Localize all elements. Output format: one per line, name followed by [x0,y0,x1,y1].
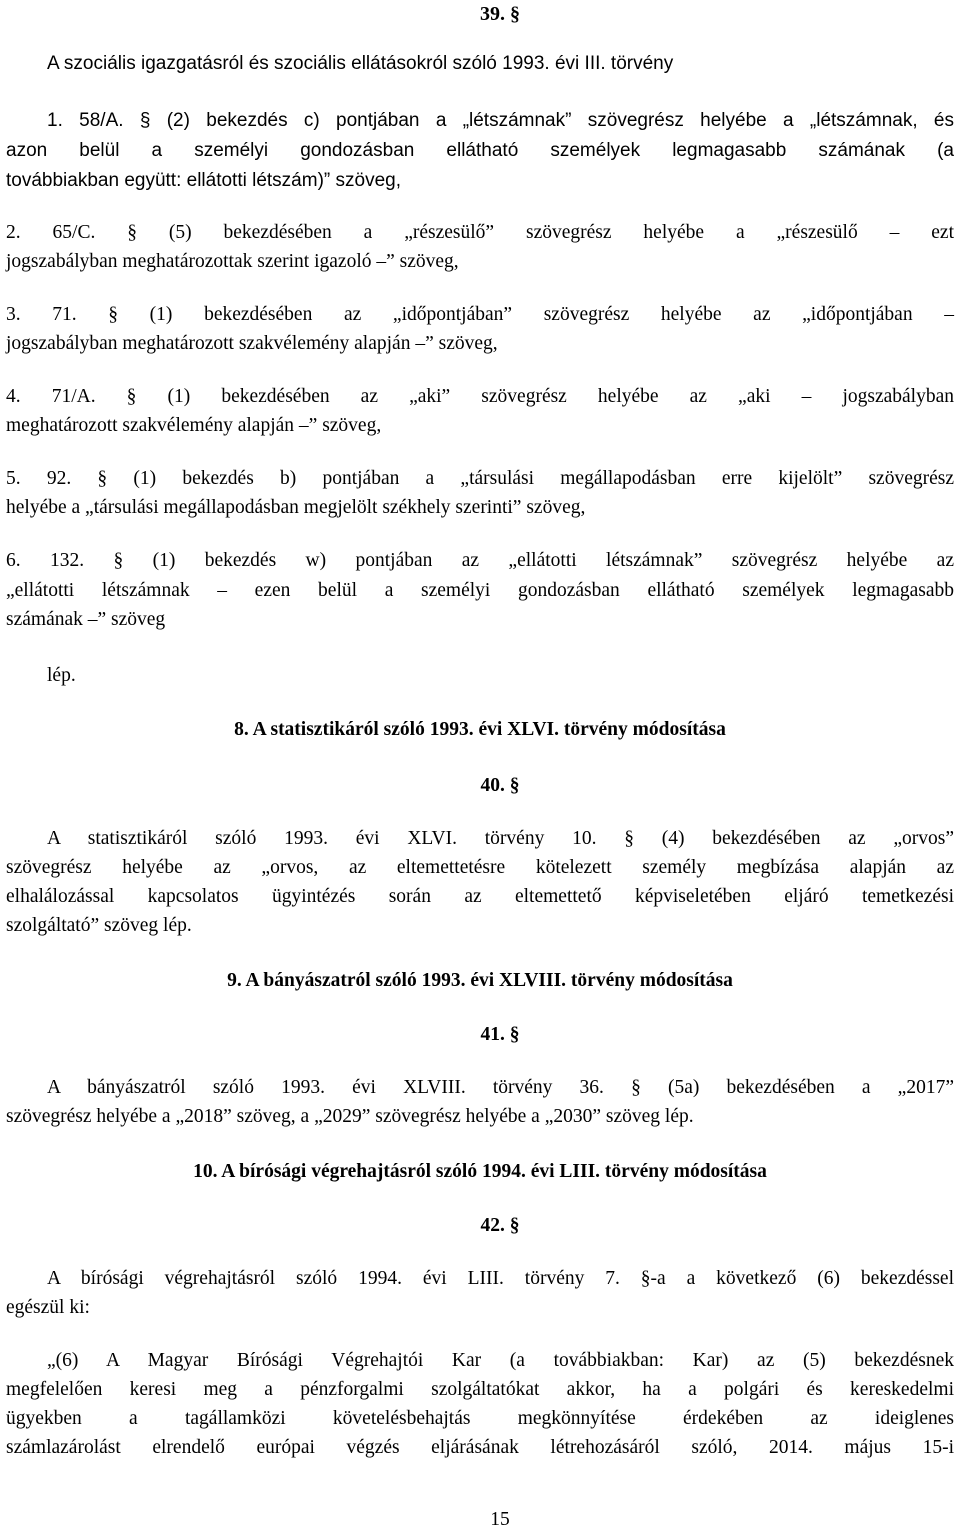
quoted-paragraph-line-3: ügyekben a tagállamközi követelésbehajtás megkönnyítése érdekében az ideiglenes [6,1408,954,1429]
quoted-paragraph-line-2: megfelelően keresi meg a pénzforgalmi szolgáltatókat akkor, ha a polgári és kereskedelmi [6,1379,954,1400]
item-6-line-2: „ellátotti létszámnak – ezen belül a személyi gondozásban ellátható személyek legmagasabb [6,580,954,601]
item-1-line-2: azon belül a személyi gondozásban ellátható személyek legmagasabb számának (a [6,140,954,161]
quoted-paragraph-line-4: számlazárolást elrendelő európai végzés eljárásának létrehozásáról szóló, 2014. május 15-i [6,1437,954,1458]
item-4-line-2: meghatározott szakvélemény alapján –” szöveg, [6,415,382,436]
item-1-line-3: továbbiakban együtt: ellátotti létszám)” szöveg, [6,170,401,191]
article-number-42: 42. § [480,1215,520,1236]
item-3-line-1: 3. 71. § (1) bekezdésében az „időpontjában” szövegrész helyébe az „időpontjában – [6,304,954,325]
closing-word: lép. [47,665,76,686]
item-3-line-2: jogszabályban meghatározott szakvélemény alapján –” szöveg, [6,333,498,354]
chapter-8-paragraph-line-2: szövegrész helyébe az „orvos, az eltemettetésre kötelezett személy megbízása alapján az [6,857,954,878]
item-6-line-1: 6. 132. § (1) bekezdés w) pontjában az „ellátotti létszámnak” szövegrész helyébe az [6,550,954,571]
quoted-paragraph-line-1: „(6) A Magyar Bírósági Végrehajtói Kar (a továbbiakban: Kar) az (5) bekezdésnek [47,1350,954,1371]
item-4-line-1: 4. 71/A. § (1) bekezdésében az „aki” szövegrész helyébe az „aki – jogszabályban [6,386,954,407]
item-5-line-1: 5. 92. § (1) bekezdés b) pontjában a „társulási megállapodásban erre kijelölt” szövegrész [6,468,954,489]
item-5-line-2: helyébe a „társulási megállapodásban megjelölt székhely szerinti” szöveg, [6,497,586,518]
chapter-9-paragraph-line-2: szövegrész helyébe a „2018” szöveg, a „2029” szövegrész helyébe a „2030” szöveg lép. [6,1106,694,1127]
chapter-10-paragraph-line-1: A bírósági végrehajtásról szóló 1994. évi LIII. törvény 7. §-a a következő (6) bekezdéssel [47,1268,954,1289]
chapter-8-paragraph-line-4: szolgáltató” szöveg lép. [6,915,192,936]
chapter-8-paragraph-line-3: elhalálozással kapcsolatos ügyintézés során az eltemettető képviseletében eljáró temetkezési [6,886,954,907]
chapter-9-paragraph-line-1: A bányászatról szóló 1993. évi XLVIII. törvény 36. § (5a) bekezdésében a „2017” [47,1077,954,1098]
chapter-10-heading: 10. A bírósági végrehajtásról szóló 1994. évi LIII. törvény módosítása [193,1161,767,1182]
item-2-line-2: jogszabályban meghatározottak szerint igazoló –” szöveg, [6,251,459,272]
item-1-line-1: 1. 58/A. § (2) bekezdés c) pontjában a „létszámnak” szövegrész helyébe a „létszámnak, és [47,110,954,131]
chapter-10-paragraph-line-2: egészül ki: [6,1297,90,1318]
item-6-line-3: számának –” szöveg [6,609,166,630]
item-2-line-1: 2. 65/C. § (5) bekezdésében a „részesülő” szövegrész helyébe a „részesülő – ezt [6,222,954,243]
article-number-41: 41. § [480,1024,520,1045]
article-number-40: 40. § [480,775,520,796]
chapter-9-heading: 9. A bányászatról szóló 1993. évi XLVIII. törvény módosítása [227,970,733,991]
page-number: 15 [490,1509,510,1530]
chapter-8-heading: 8. A statisztikáról szóló 1993. évi XLVI. törvény módosítása [234,719,726,740]
chapter-8-paragraph-line-1: A statisztikáról szóló 1993. évi XLVI. törvény 10. § (4) bekezdésében az „orvos” [47,828,954,849]
law-intro-line: A szociális igazgatásról és szociális ellátásokról szóló 1993. évi III. törvény [47,53,674,74]
article-number-39: 39. § [480,3,520,25]
